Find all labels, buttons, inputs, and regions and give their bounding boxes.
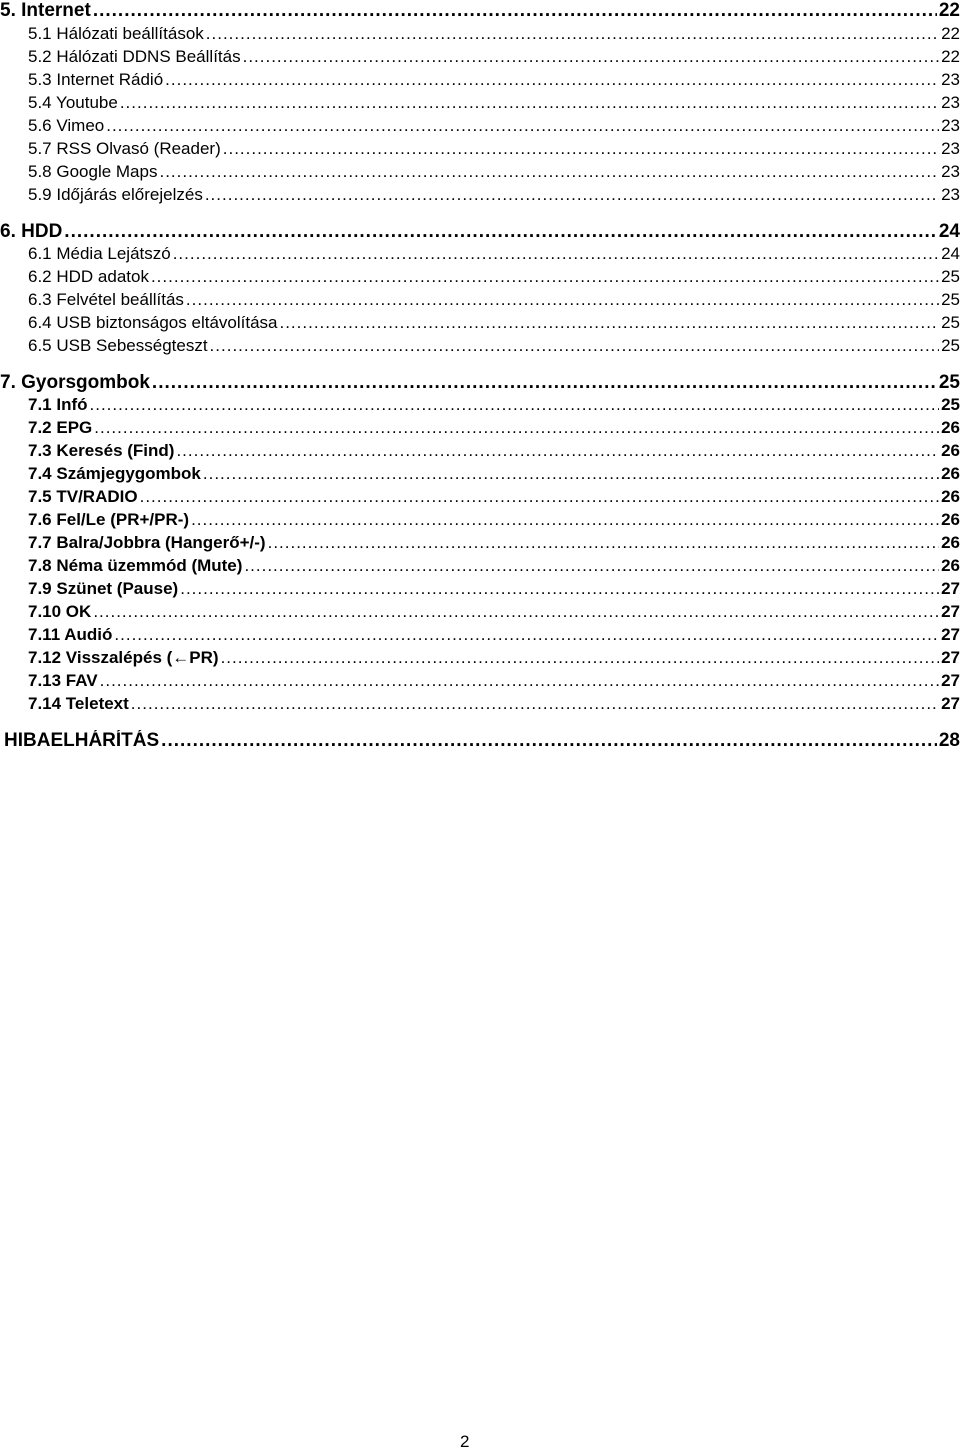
toc-entry[interactable] [0, 70, 960, 94]
toc-entry[interactable] [0, 464, 960, 488]
dot-leader [152, 372, 937, 394]
toc-entry-line [28, 24, 960, 44]
toc-entry-page: 23 [941, 93, 960, 112]
toc-entry-label: 7.2 EPG [28, 418, 93, 437]
dot-leader [210, 336, 940, 356]
toc-entry-page: 25 [941, 313, 960, 332]
toc-entry-page: 27 [941, 648, 960, 667]
dot-leader [90, 395, 940, 415]
toc-entry[interactable] [0, 185, 960, 209]
dot-leader [165, 70, 939, 90]
dot-leader [186, 290, 939, 310]
toc-entry-label: 7.9 Szünet (Pause) [28, 579, 179, 598]
toc-entry-line [0, 221, 960, 243]
toc-entry-line [28, 510, 960, 530]
dot-leader [114, 625, 939, 645]
toc-entry-page: 25 [941, 336, 960, 355]
toc-entry-page: 26 [941, 556, 960, 575]
toc-entry-line [28, 533, 960, 553]
dot-leader [93, 602, 939, 622]
toc-entry-line [0, 372, 960, 394]
toc-entry-line [28, 625, 960, 645]
toc-entry[interactable] [0, 139, 960, 163]
toc-entry-label: 7.6 Fel/Le (PR+/PR-) [28, 510, 190, 529]
toc-entry-page: 26 [941, 418, 960, 437]
toc-entry-page: 26 [941, 533, 960, 552]
toc-entry[interactable] [0, 602, 960, 626]
toc-entry-line [28, 671, 960, 691]
dot-leader [106, 116, 939, 136]
toc-entry-page: 25 [941, 267, 960, 286]
toc-entry-page: 23 [941, 116, 960, 135]
toc-entry-page: 25 [938, 372, 960, 393]
toc-entry[interactable] [0, 93, 960, 117]
toc-entry-label: 7.4 Számjegygombok [28, 464, 201, 483]
dot-leader [244, 556, 939, 576]
toc-entry[interactable] [0, 267, 960, 291]
toc-entry-page: 27 [941, 579, 960, 598]
toc-entry[interactable] [0, 47, 960, 71]
toc-entry-label: 5.7 RSS Olvasó (Reader) [28, 139, 221, 158]
toc-entry[interactable] [0, 441, 960, 465]
toc-entry-page: 26 [941, 464, 960, 483]
toc-entry-line [28, 47, 960, 67]
toc-entry-page: 24 [938, 221, 960, 242]
toc-entry[interactable] [0, 24, 960, 48]
toc-entry-label: 5.9 Időjárás előrejelzés [28, 185, 203, 204]
toc-entry-page: 22 [941, 24, 960, 43]
toc-entry-page: 26 [941, 510, 960, 529]
toc-entry-line [28, 579, 960, 599]
dot-leader [151, 267, 939, 287]
toc-entry-page: 24 [941, 244, 960, 263]
toc-entry-label: 6.3 Felvétel beállítás [28, 290, 184, 309]
toc-entry-line [4, 730, 960, 752]
toc-entry-line [28, 313, 960, 333]
toc-entry[interactable] [0, 648, 960, 672]
dot-leader [279, 313, 939, 333]
toc-entry-line [28, 116, 960, 136]
toc-entry[interactable] [0, 487, 960, 511]
toc-entry-label: 7.5 TV/RADIO [28, 487, 138, 506]
dot-leader [131, 694, 939, 714]
toc-entry-line [28, 694, 960, 714]
toc-entry-label: 7.12 Visszalépés (←PR) [28, 648, 219, 667]
toc-entry-label: 5. Internet [0, 0, 91, 21]
toc-entry-label: 6. HDD [0, 221, 63, 242]
toc-entry[interactable] [0, 730, 960, 754]
toc-entry-page: 23 [941, 139, 960, 158]
toc-entry[interactable] [0, 162, 960, 186]
toc-entry[interactable] [0, 579, 960, 603]
toc-entry[interactable] [0, 625, 960, 649]
toc-entry-page: 25 [941, 395, 960, 414]
toc-entry[interactable] [0, 694, 960, 718]
toc-entry[interactable] [0, 313, 960, 337]
toc-entry-label: 5.3 Internet Rádió [28, 70, 164, 89]
dot-leader [93, 0, 937, 22]
toc-entry-page: 26 [941, 487, 960, 506]
toc-entry-line [28, 487, 960, 507]
toc-entry-page: 23 [941, 70, 960, 89]
toc-entry-page: 27 [941, 671, 960, 690]
toc-entry[interactable] [0, 221, 960, 245]
dot-leader [205, 185, 939, 205]
toc-entry[interactable] [0, 533, 960, 557]
toc-entry-line [28, 441, 960, 461]
toc-entry[interactable] [0, 336, 960, 360]
toc-entry-line [28, 602, 960, 622]
toc-entry[interactable] [0, 395, 960, 419]
toc-entry-line [28, 139, 960, 159]
toc-entry-page: 25 [941, 290, 960, 309]
toc-entry-line [28, 290, 960, 310]
dot-leader [223, 139, 939, 159]
toc-entry[interactable] [0, 290, 960, 314]
toc-entry-line [28, 648, 960, 668]
toc-entry-label: 5.8 Google Maps [28, 162, 158, 181]
dot-leader [180, 579, 939, 599]
toc-entry-page: 23 [941, 185, 960, 204]
dot-leader [140, 487, 939, 507]
toc-entry-line [0, 0, 960, 22]
toc-entry-label: 7.3 Keresés (Find) [28, 441, 175, 460]
toc-entry-page: 22 [938, 0, 960, 21]
toc-entry-label: 7.10 OK [28, 602, 92, 621]
dot-leader [161, 730, 937, 752]
toc-entry-page: 22 [941, 47, 960, 66]
toc-entry-line [28, 418, 960, 438]
toc-entry-label: 7.8 Néma üzemmód (Mute) [28, 556, 243, 575]
toc-entry-page: 27 [941, 694, 960, 713]
dot-leader [221, 648, 940, 668]
toc-entry[interactable] [0, 116, 960, 140]
toc-entry-line [28, 185, 960, 205]
toc-entry-page: 27 [941, 625, 960, 644]
toc-entry-label: 7.1 Infó [28, 395, 88, 414]
dot-leader [100, 671, 939, 691]
toc-entry-label: 5.6 Vimeo [28, 116, 105, 135]
toc-entry[interactable] [0, 671, 960, 695]
toc-entry-label: HIBAELHÁRÍTÁS [4, 730, 160, 751]
toc-entry-label: 7.7 Balra/Jobbra (Hangerő+/-) [28, 533, 266, 552]
page-number: 2 [460, 1432, 470, 1451]
dot-leader [64, 221, 937, 243]
toc-entry-line [28, 244, 960, 264]
dot-leader [243, 47, 939, 67]
toc-entry[interactable] [0, 244, 960, 268]
toc-entry-label: 5.4 Youtube [28, 93, 118, 112]
dot-leader [159, 162, 939, 182]
dot-leader [268, 533, 939, 553]
toc-entry-page: 23 [941, 162, 960, 181]
dot-leader [173, 244, 939, 264]
toc-entry-label: 6.4 USB biztonságos eltávolítása [28, 313, 278, 332]
toc-entry[interactable] [0, 556, 960, 580]
dot-leader [203, 464, 939, 484]
toc-entry[interactable] [0, 418, 960, 442]
dot-leader [94, 418, 939, 438]
dot-leader [191, 510, 939, 530]
toc-entry-label: 5.2 Hálózati DDNS Beállítás [28, 47, 241, 66]
toc-entry[interactable] [0, 510, 960, 534]
toc-entry[interactable] [0, 0, 960, 24]
toc-entry-label: 6.2 HDD adatok [28, 267, 149, 286]
toc-entry-label: 7.13 FAV [28, 671, 98, 690]
dot-leader [206, 24, 939, 44]
toc-entry-label: 7.14 Teletext [28, 694, 129, 713]
toc-entry-line [28, 556, 960, 576]
toc-entry-line [28, 464, 960, 484]
toc-entry-page: 26 [941, 441, 960, 460]
toc-entry-line [28, 267, 960, 287]
toc-entry[interactable] [0, 372, 960, 396]
dot-leader [176, 441, 939, 461]
toc-entry-label: 6.1 Média Lejátszó [28, 244, 171, 263]
toc-entry-label: 7.11 Audió [28, 625, 113, 644]
toc-entry-line [28, 162, 960, 182]
toc-entry-line [28, 70, 960, 90]
dot-leader [120, 93, 939, 113]
toc-entry-page: 28 [938, 730, 960, 751]
toc-entry-line [28, 395, 960, 415]
toc-entry-page: 27 [941, 602, 960, 621]
toc-entry-label: 6.5 USB Sebességteszt [28, 336, 208, 355]
toc-entry-label: 7. Gyorsgombok [0, 372, 150, 393]
toc-entry-label: 5.1 Hálózati beállítások [28, 24, 204, 43]
toc-entry-line [28, 336, 960, 356]
toc-entry-line [28, 93, 960, 113]
